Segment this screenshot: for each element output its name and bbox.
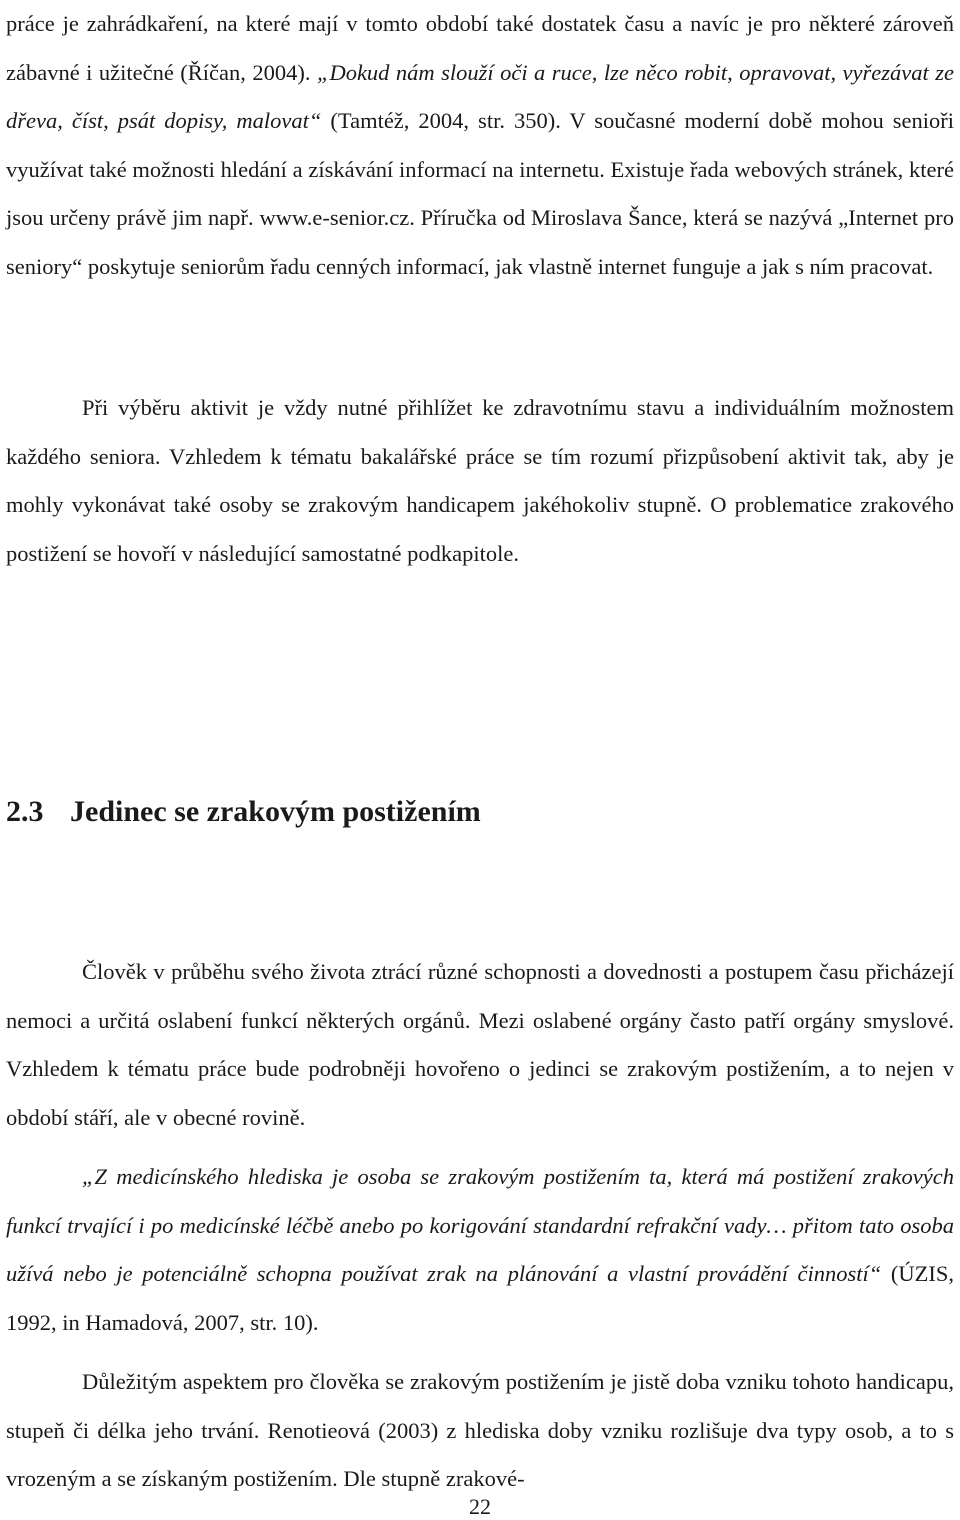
- paragraph-vyber-aktivit: Při výběru aktivit je vždy nutné přihlížet ke zdravotnímu stavu a individuálním možnostem každého seniora. Vzhledem k tématu bakalářské práce se tím rozumí přizpůsobení aktivit tak, aby je mohly vykonávat také osoby se zrakovým handicapem jakéhokoliv stupně. O problematice zrakového postižení se hovoří v následující samostatné podkapitole.: [6, 395, 954, 566]
- paragraph-definice: [6, 1153, 954, 1347]
- section-title: Jedinec se zrakovým postižením: [70, 795, 481, 828]
- section-number: 2.3: [6, 795, 44, 828]
- paragraph-aktivity: [6, 0, 954, 291]
- quote-text: „Dokud nám slouží oči a ruce, lze něco robit, opravovat, vyřezávat ze dřeva, číst, psát dopisy, malovat“: [6, 59, 954, 133]
- section-heading: [6, 788, 481, 836]
- quote-text: „Z medicínského hlediska je osoba se zrakovým postižením ta, která má postižení zrakových funkcí trvající i po medicínské léčbě anebo po korigování standardní refrakční vady… přitom tato osoba užívá nebo je potenciálně schopna používat zrak na plánování a vlastní provádění činností“: [6, 1164, 954, 1286]
- page-number: 22: [469, 1494, 491, 1519]
- paragraph-text: (Tamtéž, 2004, str. 350). V současné moderní době mohou senioři využívat také možnosti hledání a získávání informací na internetu. Existuje řada webových stránek, které jsou určeny právě jim např. www.e-senior.cz. Příručka od Miroslava Šance, která se nazývá „Internet pro seniory“ poskytuje seniorům řadu cenných informací, jak vlastně internet funguje a jak s ním pracovat.: [6, 108, 954, 279]
- paragraph-aspekt: Důležitým aspektem pro člověka se zrakovým postižením je jistě doba vzniku tohoto handicapu, stupeň či délka jeho trvání. Renotieová (2003) z hlediska doby vzniku rozlišuje dva typy osob, a to s vrozeným a se získaným postižením. Dle stupně zrakové-: [6, 1369, 954, 1491]
- citation-text: (ÚZIS, 1992, in Hamadová, 2007, str. 10).: [6, 1261, 954, 1335]
- paragraph-clovek: Člověk v průběhu svého života ztrácí různé schopnosti a dovednosti a postupem času přicházejí nemoci a určitá oslabení funkcí některých orgánů. Mezi oslabené orgány často patří orgány smyslové. Vzhledem k tématu práce bude podrobněji hovořeno o jedinci se zrakovým postižením, a to nejen v období stáří, ale v obecné rovině.: [6, 959, 954, 1130]
- paragraph-text: práce je zahrádkaření, na které mají v tomto období také dostatek času a navíc je pro některé zároveň zábavné i užitečné (Říčan, 2004).: [6, 11, 954, 85]
